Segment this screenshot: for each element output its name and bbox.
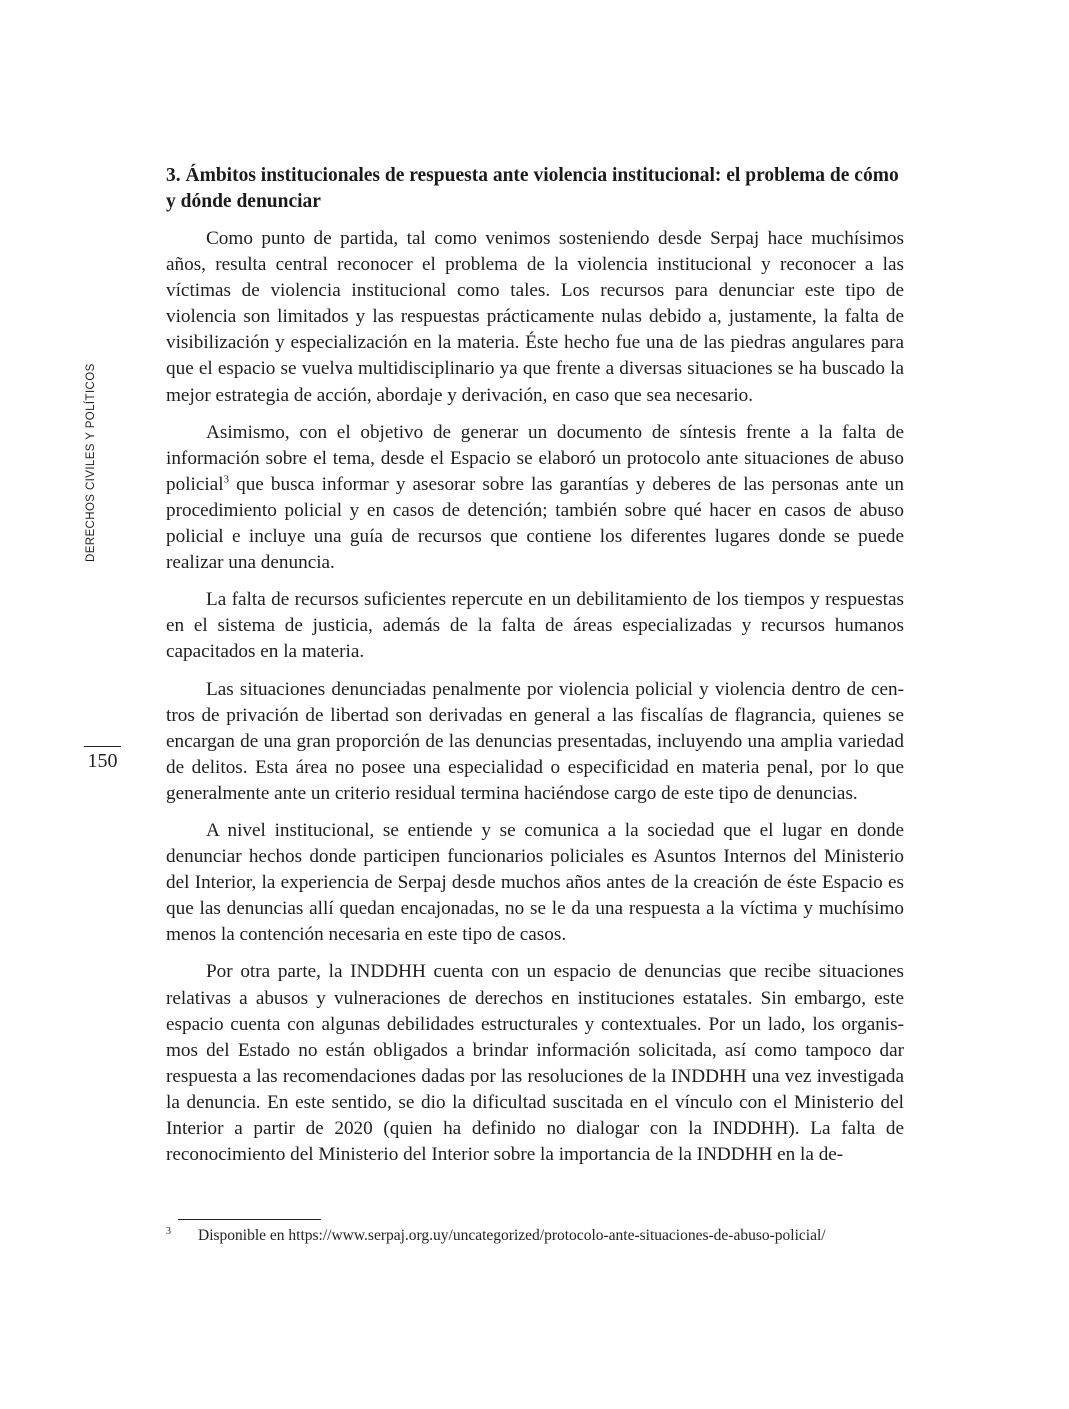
footnote-reference: 3 bbox=[223, 473, 230, 486]
section-heading: 3. Ámbitos institucionales de respuesta ante violencia institucional: el problema de cómo y dónde denunciar bbox=[166, 165, 899, 212]
paragraph-5: A nivel institucional, se entiende y se comunica a la sociedad que el lugar en donde denunciar hechos donde participen funcionarios policiales es Asuntos Internos del Ministerio del Interior, la experiencia de Serpaj desde muchos años antes de la creación de éste Espacio es que las denuncias allí quedan encajonadas, no se le da una respuesta a la víctima y muchísimo menos la contención necesaria en este tipo de casos. bbox=[166, 819, 904, 946]
paragraph-4: Las situaciones denunciadas penalmente por violencia policial y violencia dentro de centros de privación de libertad son derivadas en general a las fiscalías de flagrancia, quienes se encargan de una gran proporción de las denuncias presentadas, incluyendo una amplia variedad de delitos. Esta área no posee una especialidad o especificidad en materia penal, por lo que generalmente ante un criterio residual termina haciéndose cargo de este tipo de denuncias. bbox=[166, 678, 904, 804]
page-number-rule bbox=[84, 746, 121, 747]
paragraph-2-text-after: que busca informar y asesorar sobre las garantías y deberes de las personas ante un procedimiento policial y en casos de detención; también sobre qué hacer en casos de abuso policial e incluye una guía de recursos que contiene los diferentes lugares donde se puede realizar una denuncia. bbox=[166, 473, 904, 574]
footnote-separator bbox=[178, 1219, 321, 1220]
paragraph-3: La falta de recursos suficientes repercute en un debilitamiento de los tiempos y respuestas en el sistema de justicia, además de la falta de áreas especializadas y recursos humanos capacitados en la materia. bbox=[166, 589, 904, 663]
main-text-column bbox=[166, 163, 904, 1179]
paragraph-6: Por otra parte, la INDDHH cuenta con un espacio de denuncias que recibe situaciones relativas a abusos y vulneraciones de derechos en instituciones estatales. Sin embargo, este espacio cuenta con algunas debilidades estructurales y contextuales. Por un lado, los organismos del Estado no están obligados a brindar información solicitada, así como tampoco dar respuesta a las recomendaciones dadas por las resoluciones de la INDDHH una vez investigada la denuncia. En este sentido, se dio la dificultad suscitada en el vínculo con el Ministerio del Interior a partir de 2020 (quien ha definido no dialogar con la INDDHH). La falta de reconocimiento del Ministerio del Interior sobre la importancia de la INDDHH en la de- bbox=[166, 961, 904, 1166]
footnote-text: Disponible en https://www.serpaj.org.uy/uncategorized/protocolo-ante-situaciones-de-abuso-policial/ bbox=[198, 1227, 826, 1244]
page-number: 150 bbox=[87, 750, 118, 772]
paragraph-2 bbox=[166, 420, 904, 577]
paragraph-1: Como punto de partida, tal como venimos sosteniendo desde Serpaj hace muchísimos años, resulta central reconocer el problema de la violencia institucional y reconocer a las víctimas de violencia institucional como tales. Los recursos para denunciar este tipo de violencia son limitados y las respuestas prácticamente nulas debido a, justamente, la falta de visibilización y especialización en la materia. Éste hecho fue una de las piedras angulares para que el espacio se vuelva multidisciplinario ya que frente a diversas situaciones se ha buscado la mejor estrategia de acción, abordaje y derivación, en caso que sea necesario. bbox=[166, 228, 904, 406]
footnote: 3 Disponible en https://www.serpaj.org.uy/uncategorized/protocolo-ante-situaciones-de-abuso-policial/ bbox=[166, 1225, 826, 1244]
running-section-label: DERECHOS CIVILES Y POLÍTICOS bbox=[85, 363, 97, 562]
paragraph-2-text-before: Asimismo, con el objetivo de generar un documento de síntesis frente a la falta de información sobre el tema, desde el Espacio se elaboró un protocolo ante situaciones de abuso policial bbox=[166, 421, 904, 495]
